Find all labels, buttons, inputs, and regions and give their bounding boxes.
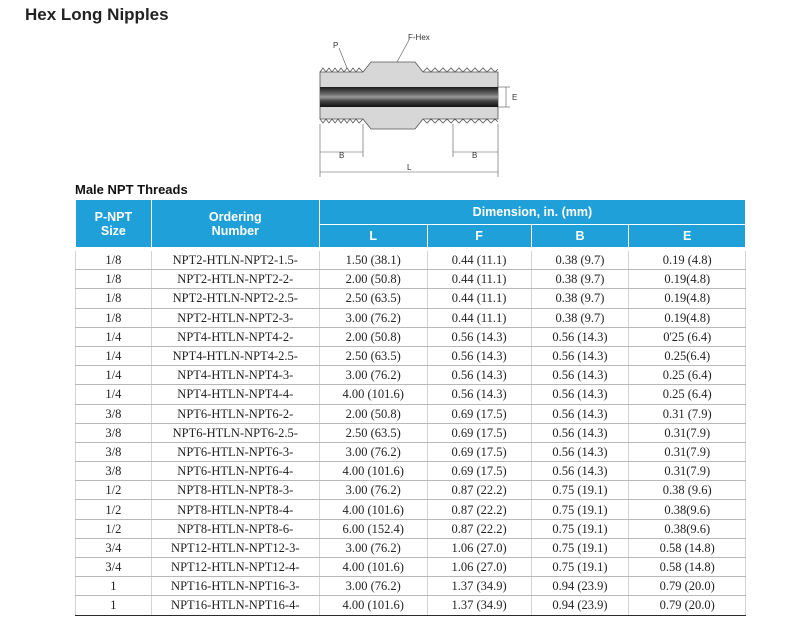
bore bbox=[320, 87, 498, 107]
cell-ordering-number: NPT12-HTLN-NPT12-3- bbox=[151, 538, 319, 557]
cell-size: 1/8 bbox=[76, 308, 152, 327]
cell-f: 0.69 (17.5) bbox=[427, 404, 531, 423]
label-b-left: B bbox=[339, 151, 345, 160]
cell-e: 0.58 (14.8) bbox=[629, 558, 746, 577]
cell-e: 0.38(9.6) bbox=[629, 500, 746, 519]
cell-l: 3.00 (76.2) bbox=[319, 442, 427, 461]
cell-b: 0.38 (9.7) bbox=[531, 289, 629, 308]
cell-ordering-number: NPT16-HTLN-NPT16-4- bbox=[151, 596, 319, 615]
table-row bbox=[76, 346, 746, 365]
cell-l: 2.50 (63.5) bbox=[319, 423, 427, 442]
table-row bbox=[76, 270, 746, 289]
cell-ordering-number: NPT6-HTLN-NPT6-3- bbox=[151, 442, 319, 461]
cell-f: 0.44 (11.1) bbox=[427, 289, 531, 308]
cell-f: 0.87 (22.2) bbox=[427, 519, 531, 538]
cell-ordering-number: NPT2-HTLN-NPT2-2.5- bbox=[151, 289, 319, 308]
cell-size: 1/2 bbox=[76, 500, 152, 519]
cell-e: 0.19 (4.8) bbox=[629, 249, 746, 270]
cell-f: 1.06 (27.0) bbox=[427, 538, 531, 557]
cell-b: 0.56 (14.3) bbox=[531, 442, 629, 461]
table-body bbox=[76, 249, 746, 615]
cell-l: 4.00 (101.6) bbox=[319, 462, 427, 481]
cell-l: 3.00 (76.2) bbox=[319, 366, 427, 385]
cell-ordering-number: NPT2-HTLN-NPT2-3- bbox=[151, 308, 319, 327]
section-title: Male NPT Threads bbox=[75, 182, 188, 197]
cell-f: 0.56 (14.3) bbox=[427, 346, 531, 365]
table-row bbox=[76, 249, 746, 270]
table-row bbox=[76, 308, 746, 327]
cell-e: 0.31 (7.9) bbox=[629, 404, 746, 423]
cell-e: 0.58 (14.8) bbox=[629, 538, 746, 557]
cell-e: 0.31(7.9) bbox=[629, 442, 746, 461]
cell-size: 3/8 bbox=[76, 404, 152, 423]
cell-b: 0.38 (9.7) bbox=[531, 308, 629, 327]
cell-b: 0.75 (19.1) bbox=[531, 500, 629, 519]
cell-size: 3/4 bbox=[76, 558, 152, 577]
cell-e: 0.31(7.9) bbox=[629, 462, 746, 481]
table-row bbox=[76, 327, 746, 346]
table-row bbox=[76, 577, 746, 596]
table-row bbox=[76, 596, 746, 615]
dimensions-table bbox=[75, 199, 746, 616]
cell-l: 1.50 (38.1) bbox=[319, 249, 427, 270]
header-f: F bbox=[427, 225, 531, 250]
cell-b: 0.56 (14.3) bbox=[531, 423, 629, 442]
cell-e: 0.19(4.8) bbox=[629, 308, 746, 327]
cell-e: 0.19(4.8) bbox=[629, 270, 746, 289]
cell-size: 1/8 bbox=[76, 289, 152, 308]
cell-e: 0.25 (6.4) bbox=[629, 385, 746, 404]
cell-b: 0.56 (14.3) bbox=[531, 404, 629, 423]
cell-size: 1/4 bbox=[76, 346, 152, 365]
header-size-line1: P-NPT bbox=[94, 209, 133, 224]
table-row bbox=[76, 519, 746, 538]
cell-l: 2.00 (50.8) bbox=[319, 404, 427, 423]
cell-ordering-number: NPT4-HTLN-NPT4-3- bbox=[151, 366, 319, 385]
cell-ordering-number: NPT6-HTLN-NPT6-2- bbox=[151, 404, 319, 423]
header-ordering-line2: Number bbox=[211, 223, 259, 238]
label-l: L bbox=[407, 163, 412, 172]
cell-b: 0.94 (23.9) bbox=[531, 596, 629, 615]
cell-size: 1/4 bbox=[76, 385, 152, 404]
cell-b: 0.75 (19.1) bbox=[531, 558, 629, 577]
cell-b: 0.56 (14.3) bbox=[531, 462, 629, 481]
cell-ordering-number: NPT2-HTLN-NPT2-1.5- bbox=[151, 249, 319, 270]
cell-l: 4.00 (101.6) bbox=[319, 596, 427, 615]
cell-l: 2.00 (50.8) bbox=[319, 327, 427, 346]
cell-ordering-number: NPT4-HTLN-NPT4-4- bbox=[151, 385, 319, 404]
cell-size: 3/8 bbox=[76, 442, 152, 461]
cell-ordering-number: NPT8-HTLN-NPT8-3- bbox=[151, 481, 319, 500]
header-e: E bbox=[629, 225, 746, 250]
cell-e: 0.31(7.9) bbox=[629, 423, 746, 442]
cell-f: 0.87 (22.2) bbox=[427, 481, 531, 500]
cell-b: 0.75 (19.1) bbox=[531, 519, 629, 538]
cell-ordering-number: NPT8-HTLN-NPT8-4- bbox=[151, 500, 319, 519]
table-row bbox=[76, 366, 746, 385]
cell-b: 0.38 (9.7) bbox=[531, 270, 629, 289]
label-b-right: B bbox=[472, 151, 478, 160]
cell-l: 4.00 (101.6) bbox=[319, 558, 427, 577]
cell-l: 2.00 (50.8) bbox=[319, 270, 427, 289]
cell-e: 0.25(6.4) bbox=[629, 346, 746, 365]
cell-f: 0.56 (14.3) bbox=[427, 366, 531, 385]
cell-ordering-number: NPT2-HTLN-NPT2-2- bbox=[151, 270, 319, 289]
cell-size: 1/2 bbox=[76, 481, 152, 500]
cell-e: 0'25 (6.4) bbox=[629, 327, 746, 346]
cell-f: 0.69 (17.5) bbox=[427, 462, 531, 481]
cell-ordering-number: NPT16-HTLN-NPT16-3- bbox=[151, 577, 319, 596]
page-title: Hex Long Nipples bbox=[25, 5, 169, 24]
cell-size: 3/4 bbox=[76, 538, 152, 557]
cell-e: 0.79 (20.0) bbox=[629, 596, 746, 615]
cell-l: 2.50 (63.5) bbox=[319, 346, 427, 365]
cell-e: 0.38(9.6) bbox=[629, 519, 746, 538]
header-size-line2: Size bbox=[100, 223, 126, 238]
cell-b: 0.75 (19.1) bbox=[531, 481, 629, 500]
cell-f: 0.69 (17.5) bbox=[427, 423, 531, 442]
table-row bbox=[76, 538, 746, 557]
cell-size: 3/8 bbox=[76, 462, 152, 481]
table-row bbox=[76, 289, 746, 308]
cell-f: 0.56 (14.3) bbox=[427, 327, 531, 346]
cell-b: 0.38 (9.7) bbox=[531, 249, 629, 270]
cell-e: 0.38 (9.6) bbox=[629, 481, 746, 500]
cell-size: 3/8 bbox=[76, 423, 152, 442]
cell-b: 0.56 (14.3) bbox=[531, 346, 629, 365]
cell-l: 3.00 (76.2) bbox=[319, 308, 427, 327]
table-row bbox=[76, 442, 746, 461]
cell-size: 1 bbox=[76, 577, 152, 596]
cell-ordering-number: NPT12-HTLN-NPT12-4- bbox=[151, 558, 319, 577]
table-row bbox=[76, 558, 746, 577]
cell-l: 4.00 (101.6) bbox=[319, 500, 427, 519]
cell-e: 0.19(4.8) bbox=[629, 289, 746, 308]
cell-e: 0.25 (6.4) bbox=[629, 366, 746, 385]
table-row bbox=[76, 385, 746, 404]
cell-f: 1.06 (27.0) bbox=[427, 558, 531, 577]
cell-ordering-number: NPT6-HTLN-NPT6-2.5- bbox=[151, 423, 319, 442]
cell-e: 0.79 (20.0) bbox=[629, 577, 746, 596]
hex-nipple-diagram bbox=[305, 32, 540, 182]
cell-size: 1 bbox=[76, 596, 152, 615]
cell-l: 3.00 (76.2) bbox=[319, 481, 427, 500]
table-row bbox=[76, 500, 746, 519]
cell-l: 3.00 (76.2) bbox=[319, 577, 427, 596]
label-f-hex: F-Hex bbox=[408, 33, 430, 42]
cell-b: 0.94 (23.9) bbox=[531, 577, 629, 596]
cell-b: 0.56 (14.3) bbox=[531, 385, 629, 404]
cell-size: 1/4 bbox=[76, 327, 152, 346]
header-ordering bbox=[151, 200, 319, 250]
header-ordering-line1: Ordering bbox=[208, 209, 262, 224]
cell-ordering-number: NPT8-HTLN-NPT8-6- bbox=[151, 519, 319, 538]
cell-f: 0.69 (17.5) bbox=[427, 442, 531, 461]
table-row bbox=[76, 423, 746, 442]
cell-f: 0.87 (22.2) bbox=[427, 500, 531, 519]
cell-f: 0.44 (11.1) bbox=[427, 270, 531, 289]
cell-l: 2.50 (63.5) bbox=[319, 289, 427, 308]
cell-ordering-number: NPT4-HTLN-NPT4-2- bbox=[151, 327, 319, 346]
cell-size: 1/8 bbox=[76, 249, 152, 270]
cell-f: 0.56 (14.3) bbox=[427, 385, 531, 404]
table-row bbox=[76, 462, 746, 481]
table-row bbox=[76, 404, 746, 423]
cell-b: 0.56 (14.3) bbox=[531, 366, 629, 385]
cell-l: 6.00 (152.4) bbox=[319, 519, 427, 538]
cell-ordering-number: NPT6-HTLN-NPT6-4- bbox=[151, 462, 319, 481]
cell-b: 0.56 (14.3) bbox=[531, 327, 629, 346]
label-e: E bbox=[512, 93, 518, 102]
header-b: B bbox=[531, 225, 629, 250]
cell-f: 0.44 (11.1) bbox=[427, 308, 531, 327]
table-row bbox=[76, 481, 746, 500]
cell-f: 0.44 (11.1) bbox=[427, 249, 531, 270]
cell-b: 0.75 (19.1) bbox=[531, 538, 629, 557]
cell-size: 1/2 bbox=[76, 519, 152, 538]
cell-size: 1/4 bbox=[76, 366, 152, 385]
header-dimension: Dimension, in. (mm) bbox=[319, 200, 745, 225]
cell-size: 1/8 bbox=[76, 270, 152, 289]
cell-f: 1.37 (34.9) bbox=[427, 596, 531, 615]
cell-l: 4.00 (101.6) bbox=[319, 385, 427, 404]
cell-l: 3.00 (76.2) bbox=[319, 538, 427, 557]
header-size bbox=[76, 200, 152, 250]
label-p: P bbox=[333, 41, 339, 50]
header-l: L bbox=[319, 225, 427, 250]
cell-f: 1.37 (34.9) bbox=[427, 577, 531, 596]
cell-ordering-number: NPT4-HTLN-NPT4-2.5- bbox=[151, 346, 319, 365]
